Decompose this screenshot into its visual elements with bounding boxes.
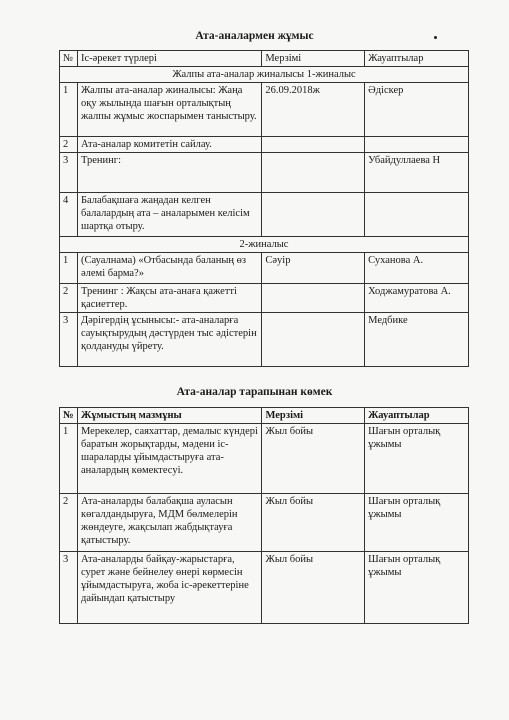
row-num: 4 xyxy=(60,193,78,237)
row-date xyxy=(262,313,365,367)
table-row xyxy=(60,193,469,237)
table-row xyxy=(60,494,469,552)
meeting2-label: 2-жиналыс xyxy=(60,237,469,253)
row-date: 26.09.2018ж xyxy=(262,83,365,137)
parents-work-table xyxy=(59,50,469,367)
row-content: Ата-аналарды балабақша ауласын көгалдандыруға, МДМ бөлмелерін жөндеуге, жақсылап жабдықтауға қатыстыру. xyxy=(77,494,261,552)
col-num-header: № xyxy=(60,408,78,424)
table-row xyxy=(60,83,469,137)
row-num: 3 xyxy=(60,313,78,367)
row-resp xyxy=(365,137,469,153)
row-content: Ата-аналарды байқау-жарыстарға, сурет және бейнелеу өнері көрмесін ұйымдастыруға, жоба іс-әрекеттеріне дайындап қатыстыру xyxy=(77,552,261,624)
row-resp xyxy=(365,193,469,237)
row-date xyxy=(262,284,365,313)
row-num: 3 xyxy=(60,552,78,624)
row-date xyxy=(262,193,365,237)
table-row xyxy=(60,552,469,624)
row-date xyxy=(262,153,365,193)
table-row xyxy=(60,137,469,153)
row-resp: Шағын орталық ұжымы xyxy=(365,494,469,552)
table-row xyxy=(60,424,469,494)
meeting1-row xyxy=(60,67,469,83)
section1-title: Ата-аналармен жұмыс xyxy=(195,30,314,42)
row-resp: Суханова А. xyxy=(365,253,469,284)
row-activity: Тренинг: xyxy=(77,153,261,193)
row-resp: Ходжамуратова А. xyxy=(365,284,469,313)
col-date-header: Мерзімі xyxy=(262,51,365,67)
col-resp-header: Жауаптылар xyxy=(365,408,469,424)
row-num: 1 xyxy=(60,253,78,284)
row-date: Жыл бойы xyxy=(262,424,365,494)
meeting2-row xyxy=(60,237,469,253)
row-resp: Әдіскер xyxy=(365,83,469,137)
row-activity: (Сауалнама) «Отбасында баланың өз әлемі барма?» xyxy=(77,253,261,284)
parents-help-table xyxy=(59,407,469,624)
row-num: 1 xyxy=(60,83,78,137)
table-header-row xyxy=(60,51,469,67)
table-row xyxy=(60,153,469,193)
row-activity: Жалпы ата-аналар жиналысы: Жаңа оқу жылында шағын орталықтың жалпы жұмыс жоспарымен таныстыру. xyxy=(77,83,261,137)
section2-title: Ата-аналар тарапынан көмек xyxy=(176,386,333,398)
col-date-header: Мерзімі xyxy=(262,408,365,424)
row-num: 1 xyxy=(60,424,78,494)
table-row xyxy=(60,313,469,367)
col-content-header: Жұмыстың мазмұны xyxy=(77,408,261,424)
row-activity: Дәрігердің ұсынысы:- ата-аналарға сауықтырудың дәстүрден тыс әдістерін қолдануды үйрету. xyxy=(77,313,261,367)
col-resp-header: Жауаптылар xyxy=(365,51,469,67)
row-activity: Ата-аналар комитетін сайлау. xyxy=(77,137,261,153)
row-content: Мерекелер, саяхаттар, демалыс күндері баратын жорықтарды, мәдени іс-шараларды ұйымдастыруға ата-аналардың көмектесуі. xyxy=(77,424,261,494)
row-resp: Шағын орталық ұжымы xyxy=(365,424,469,494)
col-activity-header: Іс-әрекет түрлері xyxy=(77,51,261,67)
row-resp: Медбике xyxy=(365,313,469,367)
row-num: 2 xyxy=(60,137,78,153)
row-activity: Балабақшаға жаңадан келген балалардың ата – аналарымен келісім шартқа отыру. xyxy=(77,193,261,237)
table-row xyxy=(60,284,469,313)
table-header-row xyxy=(60,408,469,424)
row-activity: Тренинг : Жақсы ата-анаға қажетті қасиеттер. xyxy=(77,284,261,313)
row-date: Жыл бойы xyxy=(262,494,365,552)
row-date: Жыл бойы xyxy=(262,552,365,624)
row-resp: Убайдуллаева Н xyxy=(365,153,469,193)
row-date: Сәуір xyxy=(262,253,365,284)
row-resp: Шағын орталық ұжымы xyxy=(365,552,469,624)
row-num: 2 xyxy=(60,284,78,313)
table-row xyxy=(60,253,469,284)
row-num: 3 xyxy=(60,153,78,193)
meeting1-label: Жалпы ата-аналар жиналысы 1-жиналыс xyxy=(60,67,469,83)
row-date xyxy=(262,137,365,153)
col-num-header: № xyxy=(60,51,78,67)
row-num: 2 xyxy=(60,494,78,552)
